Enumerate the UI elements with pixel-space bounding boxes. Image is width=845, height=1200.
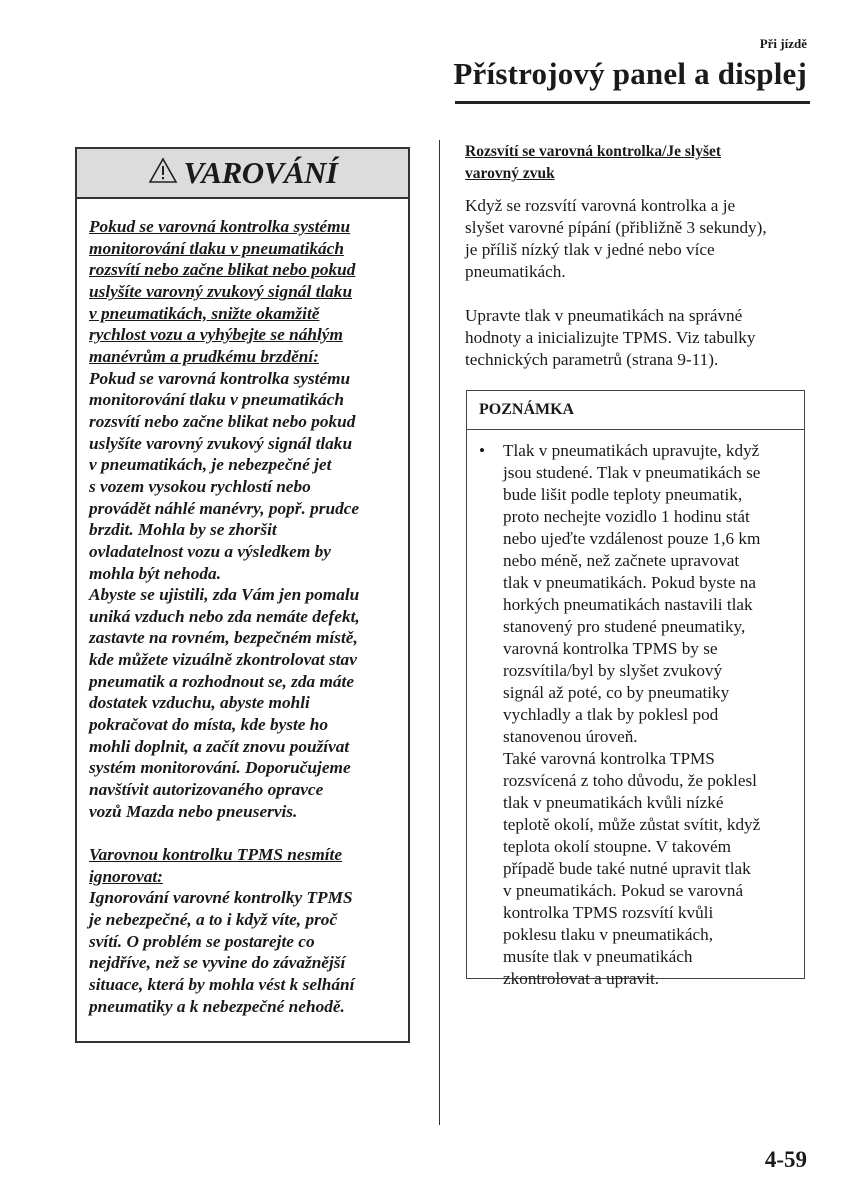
text-line: poklesu tlaku v pneumatikách,: [503, 925, 714, 944]
text-line: varovný zvuk: [465, 165, 555, 182]
warning-paragraph-1: [89, 368, 398, 823]
text-line: Abyste se ujistili, zda Vám jen pomalu: [89, 585, 360, 605]
text-line: kde můžete vizuálně zkontrolovat stav: [89, 650, 357, 670]
text-line: brzdit. Mohla by se zhoršit: [89, 520, 277, 540]
text-line: rozsvítí nebo začne blikat nebo pokud: [89, 411, 356, 431]
text-line: provádět náhlé manévry, popř. prudce: [89, 498, 360, 518]
text-line: v pneumatikách, snižte okamžitě: [89, 303, 320, 323]
text-line: svítí. O problém se postarejte co: [89, 931, 315, 951]
text-line: musíte tlak v pneumatikách: [503, 947, 693, 966]
text-line: v pneumatikách. Pokud se varovná: [503, 881, 744, 900]
text-line: je příliš nízký tlak v jedné nebo více: [465, 240, 715, 259]
note-title: POZNÁMKA: [467, 391, 804, 430]
text-line: v pneumatikách, je nebezpečné jet: [89, 455, 332, 475]
text-line: uslyšíte varovný zvukový signál tlaku: [89, 433, 353, 453]
text-line: navštívit autorizovaného opravce: [89, 780, 324, 800]
text-line: nejdříve, než se vyvine do závažnější: [89, 953, 346, 973]
text-line: nebo méně, než začnete upravovat: [503, 551, 740, 570]
text-line: Pokud se varovná kontrolka systému: [89, 368, 351, 388]
text-line: Také varovná kontrolka TPMS: [503, 749, 715, 768]
text-line: nebo ujeďte vzdálenost pouze 1,6 km: [503, 529, 761, 548]
text-line: rozsvítí nebo začne blikat nebo pokud: [89, 260, 356, 280]
text-line: ignorovat:: [89, 866, 163, 886]
warning-triangle-icon: [148, 157, 178, 189]
text-line: signál až poté, co by pneumatiky: [503, 683, 730, 702]
warning-underlined-intro: [89, 216, 398, 368]
page-number: 4-59: [764, 1147, 807, 1172]
text-line: tlak v pneumatikách. Pokud byste na: [503, 573, 756, 592]
text-line: ovladatelnost vozu a výsledkem by: [89, 541, 331, 561]
text-line: případě bude také nutné upravit tlak: [503, 859, 751, 878]
text-line: bude lišit podle teploty pneumatik,: [503, 485, 743, 504]
text-line: teplota okolí stoupne. V takovém: [503, 837, 732, 856]
text-line: Tlak v pneumatikách upravujte, když: [503, 441, 760, 460]
text-line: pneumatik a rozhodnout se, zda máte: [89, 671, 355, 691]
section-label: Při jízdě: [759, 36, 807, 51]
text-line: uslyšíte varovný zvukový signál tlaku: [89, 281, 353, 301]
text-line: tlak v pneumatikách kvůli nízké: [503, 793, 724, 812]
text-line: rozsvícená z toho důvodu, že poklesl: [503, 771, 757, 790]
text-line: Varovnou kontrolku TPMS nesmíte: [89, 845, 343, 865]
note-body: [467, 430, 804, 990]
text-line: jsou studené. Tlak v pneumatikách se: [503, 463, 761, 482]
text-line: Rozsvítí se varovná kontrolka/Je slyšet: [465, 143, 722, 160]
text-line: pneumatiky a k nebezpečné nehodě.: [89, 996, 345, 1016]
note-box: [466, 390, 805, 988]
text-line: stanovený pro studené pneumatiky,: [503, 617, 746, 636]
text-line: vozů Mazda nebo pneuservis.: [89, 801, 298, 821]
column-divider: [439, 140, 440, 1125]
text-line: proto nechejte vozidlo 1 hodinu stát: [503, 507, 750, 526]
page-title: Přístrojový panel a displej: [453, 56, 807, 91]
text-line: pokračovat do místa, kde byste ho: [89, 715, 329, 735]
text-line: je nebezpečné, a to i když víte, proč: [89, 909, 338, 929]
text-line: monitorování tlaku v pneumatikách: [89, 390, 344, 410]
bullet-icon: •: [479, 441, 486, 460]
text-line: s vozem vysokou rychlostí nebo: [89, 476, 311, 496]
text-line: mohli doplnit, a začít znovu používat: [89, 736, 350, 756]
text-line: Pokud se varovná kontrolka systému: [89, 217, 351, 236]
text-line: monitorování tlaku v pneumatikách: [89, 238, 344, 258]
text-line: rychlost vozu a vyhýbejte se náhlým: [89, 325, 343, 345]
warning-title: VAROVÁNÍ: [183, 155, 338, 190]
text-line: hodnoty a inicializujte TPMS. Viz tabulky: [465, 328, 756, 347]
warning-paragraph-2: [89, 887, 398, 1017]
header-rule: [455, 101, 810, 104]
text-line: manévrům a prudkému brzdění:: [89, 346, 319, 366]
text-line: systém monitorování. Doporučujeme: [89, 758, 351, 778]
text-line: varovná kontrolka TPMS by se: [503, 639, 718, 658]
text-line: zkontrolovat a upravit.: [503, 969, 660, 988]
text-line: rozsvítila/byl by slyšet zvukový: [503, 661, 723, 680]
warning-box: [75, 147, 410, 1043]
text-line: horkých pneumatikách nastavili tlak: [503, 595, 753, 614]
text-line: slyšet varovné pípání (přibližně 3 sekundy),: [465, 218, 767, 237]
warning-underlined-heading-2: [89, 844, 398, 887]
subsection-heading: [465, 141, 810, 185]
text-line: dostatek vzduchu, abyste mohli: [89, 693, 310, 713]
text-line: mohla být nehoda.: [89, 563, 222, 583]
text-line: zastavte na rovném, bezpečném místě,: [89, 628, 358, 648]
paragraph-adjust-pressure: [465, 305, 810, 371]
text-line: Upravte tlak v pneumatikách na správné: [465, 306, 743, 325]
text-line: technických parametrů (strana 9-11).: [465, 350, 719, 369]
note-text: [503, 440, 804, 990]
text-line: teplotě okolí, může zůstat svítit, když: [503, 815, 761, 834]
paragraph-warning-light: [465, 195, 810, 283]
warning-header: [77, 149, 408, 199]
text-line: pneumatikách.: [465, 262, 566, 281]
text-line: kontrolka TPMS rozsvítí kvůli: [503, 903, 714, 922]
text-line: situace, která by mohla vést k selhání: [89, 974, 355, 994]
text-line: Když se rozsvítí varovná kontrolka a je: [465, 196, 736, 215]
warning-body: [77, 199, 408, 1017]
text-line: vychladly a tlak by poklesl pod: [503, 705, 719, 724]
text-line: Ignorování varovné kontrolky TPMS: [89, 888, 353, 908]
text-line: stanovenou úroveň.: [503, 727, 638, 746]
right-column: [465, 141, 810, 371]
text-line: uniká vzduch nebo zda nemáte defekt,: [89, 606, 360, 626]
